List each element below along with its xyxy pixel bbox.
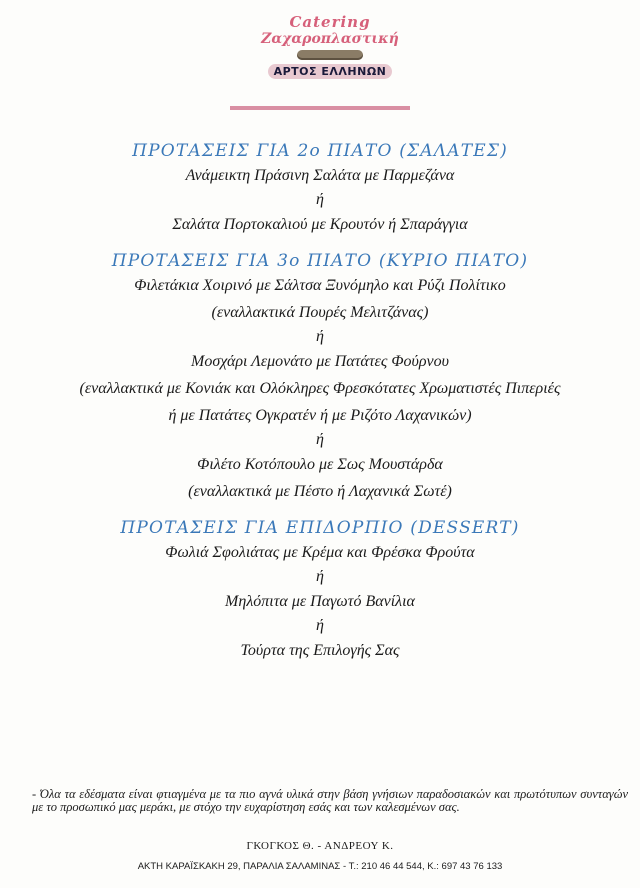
menu-item-alternative: (εναλλακτικά με Πέστο ή Λαχανικά Σωτέ): [188, 483, 452, 500]
menu-item: Σαλάτα Πορτοκαλιού με Κρουτόν ή Σπαράγγια: [172, 216, 468, 233]
menu-item: Ανάμεικτη Πράσινη Σαλάτα με Παρμεζάνα: [185, 167, 455, 184]
menu-item-alternative: ή με Πατάτες Ογκρατέν ή με Ριζότο Λαχανικών): [168, 407, 472, 424]
bread-icon: [297, 50, 363, 60]
menu-item: Μοσχάρι Λεμονάτο με Πατάτες Φούρνου: [191, 353, 449, 370]
menu-item-alternative: (εναλλακτικά με Κονιάκ και Ολόκληρες Φρεσκότατες Χρωματιστές Πιπεριές: [79, 380, 561, 397]
menu-sections: [0, 140, 640, 664]
logo-catering-text: Catering: [289, 13, 371, 31]
section-heading: ΠΡΟΤΑΣΕΙΣ ΓΙΑ 3ο ΠΙΑΤΟ (ΚΥΡΙΟ ΠΙΑΤΟ): [111, 251, 529, 271]
or-separator: ή: [316, 328, 324, 345]
or-separator: ή: [316, 568, 324, 585]
contact-address: ΑΚΤΗ ΚΑΡΑΪΣΚΑΚΗ 29, ΠΑΡΑΛΙΑ ΣΑΛΑΜΙΝΑΣ - Τ.: 210 46 44 544, Κ.: 697 43 76 133: [137, 861, 503, 872]
menu-item: Τούρτα της Επιλογής Σας: [240, 642, 400, 659]
menu-item-alternative: (εναλλακτικά Πουρές Μελιτζάνας): [211, 304, 429, 321]
logo-brand-text: ΑΡΤΟΣ ΕΛΛΗΝΩΝ: [268, 64, 393, 79]
header-divider: [230, 106, 410, 110]
logo-pastry-text: Ζαχαροπλαστική: [261, 31, 399, 47]
or-separator: ή: [316, 191, 324, 208]
catering-logo: [250, 14, 410, 96]
section-dessert: [0, 517, 640, 664]
section-salads: [0, 140, 640, 238]
section-heading: ΠΡΟΤΑΣΕΙΣ ΓΙΑ 2ο ΠΙΑΤΟ (ΣΑΛΑΤΕΣ): [132, 141, 508, 161]
or-separator: ή: [316, 617, 324, 634]
menu-item: Φωλιά Σφολιάτας με Κρέμα και Φρέσκα Φρούτα: [165, 544, 475, 561]
menu-item: Φιλέτο Κοτόπουλο με Σως Μουστάρδα: [197, 456, 443, 473]
section-main-course: [0, 250, 640, 505]
footer-note: - Όλα τα εδέσματα είναι φτιαγμένα με τα πιο αγνά υλικά στην βάση γνήσιων παραδοσιακών και πρωτότυπων συνταγών με το προσωπικό μας μεράκι, με στόχο την ευχαρίστηση εσάς και των καλεσμένων σας.: [32, 787, 628, 814]
or-separator: ή: [316, 431, 324, 448]
owner-names: ΓΚΟΓΚΟΣ Θ. - ΑΝΔΡΕΟΥ Κ.: [246, 840, 394, 852]
section-heading: ΠΡΟΤΑΣΕΙΣ ΓΙΑ ΕΠΙΔΟΡΠΙΟ (DESSERT): [120, 518, 520, 538]
menu-item: Μηλόπιτα με Παγωτό Βανίλια: [225, 593, 415, 610]
menu-item: Φιλετάκια Χοιρινό με Σάλτσα Ξυνόμηλο και Ρύζι Πολίτικο: [134, 277, 506, 294]
